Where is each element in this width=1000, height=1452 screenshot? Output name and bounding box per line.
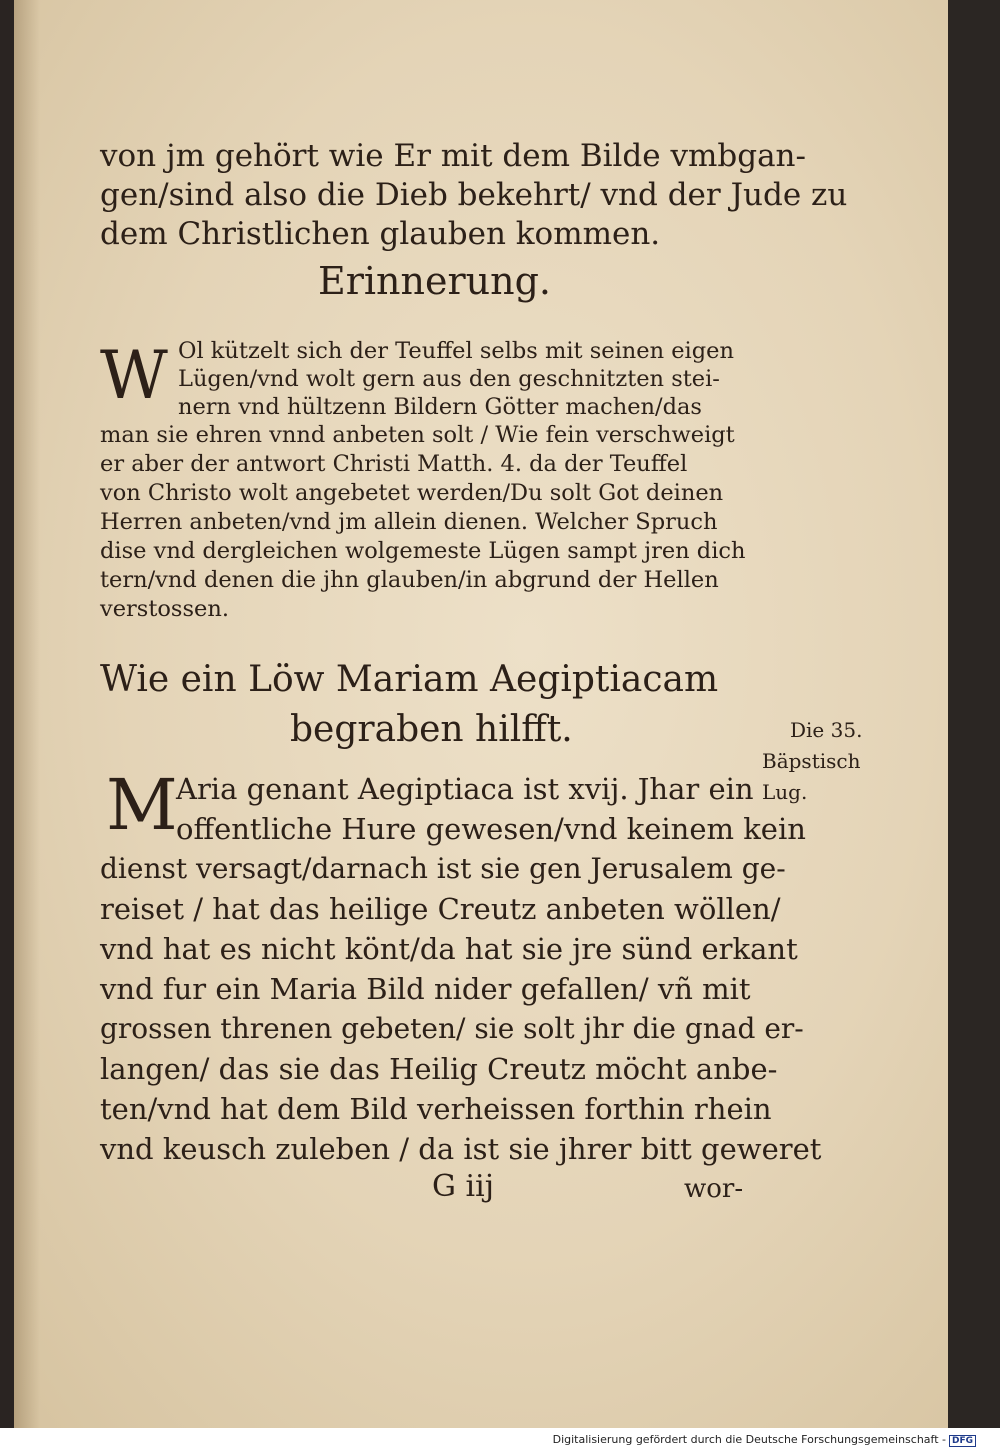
- scan-right-edge: [948, 0, 1000, 1428]
- text-line: vnd keusch zuleben / da ist sie jhrer bitt geweret: [100, 1132, 822, 1166]
- text-line: offentliche Hure gewesen/vnd keinem kein: [176, 812, 806, 846]
- text-line: man sie ehren vnnd anbeten solt / Wie fein verschweigt: [100, 422, 735, 448]
- page-gutter-shadow: [14, 0, 40, 1428]
- text-line: nern vnd hültzenn Bildern Götter machen/das: [178, 394, 702, 420]
- margin-note-line: Bäpstisch: [762, 749, 861, 773]
- initial-letter-w: W: [100, 337, 168, 414]
- text-line: Herren anbeten/vnd jm allein dienen. Welcher Spruch: [100, 509, 718, 535]
- margin-note-line: Lug.: [762, 780, 808, 804]
- text-line: ten/vnd hat dem Bild verheissen forthin rhein: [100, 1092, 772, 1126]
- text-line: Lügen/vnd wolt gern aus den geschnitzten stei-: [178, 366, 720, 392]
- text-line: langen/ das sie das Heilig Creutz möcht anbe-: [100, 1052, 778, 1086]
- margin-note-line: Die 35.: [790, 718, 863, 742]
- text-line: Ol kützelt sich der Teuffel selbs mit seinen eigen: [178, 338, 734, 364]
- initial-letter-m: M: [106, 764, 178, 846]
- text-line: von Christo wolt angebetet werden/Du solt Got deinen: [100, 480, 724, 506]
- text-line: reiset / hat das heilige Creutz anbeten wöllen/: [100, 892, 781, 926]
- text-line: tern/vnd denen die jhn glauben/in abgrund der Hellen: [100, 567, 719, 593]
- top-line: dem Christlichen glauben kommen.: [100, 216, 661, 252]
- dfg-logo: DFG: [949, 1435, 976, 1447]
- text-line: verstossen.: [100, 596, 229, 622]
- text-line: er aber der antwort Christi Matth. 4. da der Teuffel: [100, 451, 688, 477]
- footer-bar: [0, 1428, 1000, 1452]
- catchword: wor-: [684, 1174, 744, 1204]
- top-line: gen/sind also die Dieb bekehrt/ vnd der Jude zu: [100, 177, 848, 213]
- top-line: von jm gehört wie Er mit dem Bilde vmbgan-: [100, 138, 806, 174]
- text-line: vnd fur ein Maria Bild nider gefallen/ vñ mit: [100, 972, 751, 1006]
- footer-credit-text: Digitalisierung gefördert durch die Deutsche Forschungsgemeinschaft -: [552, 1433, 946, 1446]
- signature-mark: G iij: [432, 1169, 494, 1204]
- section-heading-line: begraben hilfft.: [290, 709, 573, 750]
- footer-credit: [553, 1433, 976, 1447]
- section-heading-erinnerung: Erinnerung.: [318, 259, 552, 303]
- text-line: dienst versagt/darnach ist sie gen Jerusalem ge-: [100, 852, 786, 885]
- section-heading-line: Wie ein Löw Mariam Aegiptiacam: [100, 659, 719, 700]
- text-line: Aria genant Aegiptiaca ist xvij. Jhar ein: [176, 772, 754, 806]
- text-line: grossen threnen gebeten/ sie solt jhr die gnad er-: [100, 1012, 804, 1045]
- text-line: dise vnd dergleichen wolgemeste Lügen sampt jren dich: [100, 538, 746, 564]
- scan-left-edge: [0, 0, 14, 1428]
- text-line: vnd hat es nicht könt/da hat sie jre sünd erkant: [100, 932, 798, 966]
